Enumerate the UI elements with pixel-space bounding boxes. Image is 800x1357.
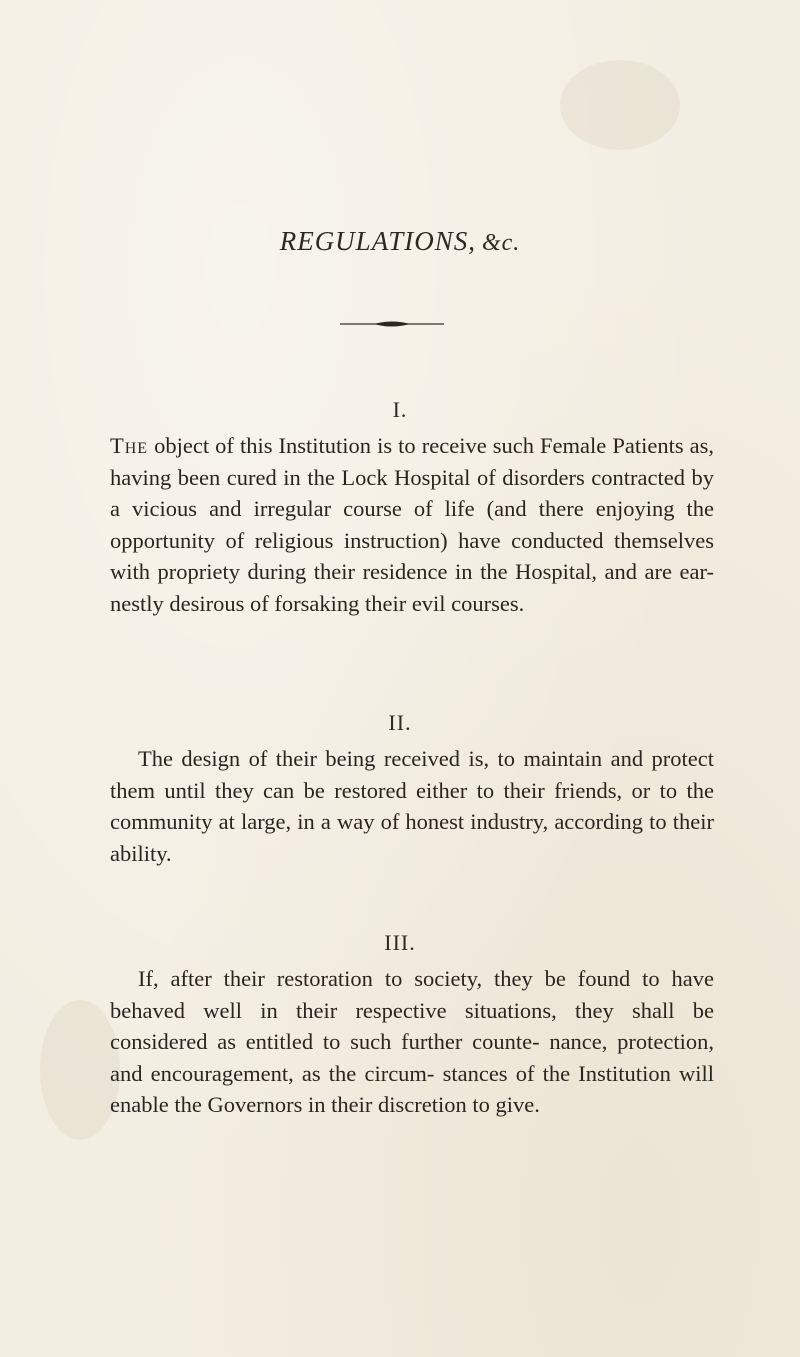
paper-stain: [560, 60, 680, 150]
section-body: object of this Institution is to receive such Female Patients as, having been cured in the Lock Hospital of disorders contracted by a vicious and irregular course of life (and there enjoying the opportunity of religious instruction) have conducted themselves with propriety during their residence in the Hospital, and are ear- nestly desirous of forsaking their evil courses.: [110, 433, 714, 616]
section-number: II.: [388, 710, 412, 735]
section-number: III.: [384, 930, 416, 955]
section-text: [110, 430, 714, 619]
title-etc: &c.: [481, 230, 521, 256]
ornamental-rule-icon: [340, 320, 444, 328]
section-lead-word: The: [110, 433, 149, 458]
section-text: The design of their being received is, to maintain and protect them until they can be restored either to their friends, or to the community at large, in a way of honest industry, according to their ability.: [110, 746, 714, 866]
section-number: I.: [392, 397, 408, 422]
title-text: REGULATIONS,: [279, 226, 476, 256]
section-text: If, after their restoration to society, they be found to have behaved well in their respective situations, they shall be considered as entitled to such further counte- nance, protection, and encouragement, as the circum- stances of the Institution will enable the Governors in their discretion to give.: [110, 966, 714, 1117]
page-title: [0, 226, 800, 257]
paper-stain: [40, 1000, 120, 1140]
